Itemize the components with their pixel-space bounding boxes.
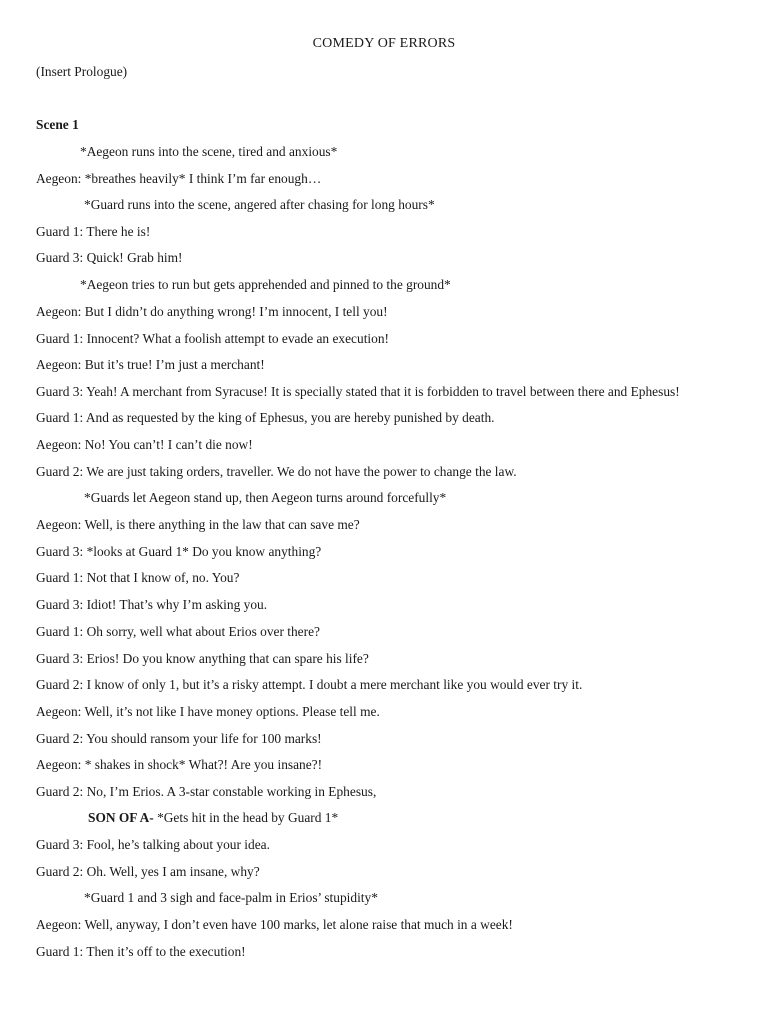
dialogue-line: Aegeon: But it’s true! I’m just a merchant! [36,357,265,372]
scene-heading: Scene 1 [36,117,79,132]
dialogue-line: Aegeon: Well, anyway, I don’t even have 100 marks, let alone raise that much in a week! [36,917,513,932]
dialogue-line: Aegeon: But I didn’t do anything wrong! I’m innocent, I tell you! [36,304,388,319]
dialogue-line: Guard 1: Not that I know of, no. You? [36,570,240,585]
dialogue-line: Guard 2: I know of only 1, but it’s a risky attempt. I doubt a mere merchant like you would ever try it. [36,677,583,692]
dialogue-line: Guard 1: Then it’s off to the execution! [36,944,246,959]
dialogue-line: Aegeon: *breathes heavily* I think I’m far enough… [36,171,322,186]
document-title: COMEDY OF ERRORS [312,36,456,51]
stage-direction: *Aegeon tries to run but gets apprehended and pinned to the ground* [80,277,451,292]
dialogue-line: Guard 2: You should ransom your life for 100 marks! [36,731,322,746]
dialogue-line: Guard 1: Innocent? What a foolish attempt to evade an execution! [36,331,389,346]
dialogue-line: Guard 1: And as requested by the king of Ephesus, you are hereby punished by death. [36,410,495,425]
dialogue-line: Guard 3: Idiot! That’s why I’m asking you. [36,597,268,612]
dialogue-line: Aegeon: No! You can’t! I can’t die now! [36,437,253,452]
dialogue-line: Guard 3: Fool, he’s talking about your idea. [36,837,270,852]
dialogue-line: Guard 2: No, I’m Erios. A 3-star constable working in Ephesus, [36,784,377,799]
stage-direction: *Guard 1 and 3 sigh and face-palm in Erios’ stupidity* [84,890,378,905]
son-of-a-direction: *Gets hit in the head by Guard 1* [153,810,339,825]
stage-direction: *Guard runs into the scene, angered after chasing for long hours* [84,197,435,212]
dialogue-line: Guard 3: *looks at Guard 1* Do you know anything? [36,544,322,559]
dialogue-line: Guard 1: Oh sorry, well what about Erios over there? [36,624,320,639]
dialogue-line: Guard 2: Oh. Well, yes I am insane, why? [36,864,260,879]
dialogue-line: Aegeon: Well, is there anything in the law that can save me? [36,517,360,532]
dialogue-line: Guard 3: Erios! Do you know anything that can spare his life? [36,651,369,666]
son-of-a-text: SON OF A- [88,810,154,825]
dialogue-line: Guard 2: We are just taking orders, traveller. We do not have the power to change the law. [36,464,517,479]
stage-direction: *Aegeon runs into the scene, tired and anxious* [80,144,338,159]
stage-direction: *Guards let Aegeon stand up, then Aegeon turns around forcefully* [84,490,447,505]
dialogue-line: Aegeon: Well, it’s not like I have money options. Please tell me. [36,704,380,719]
dialogue-line: Guard 3: Yeah! A merchant from Syracuse! It is specially stated that it is forbidden to travel between there and Ephesus! [36,384,680,399]
dialogue-line: Guard 3: Quick! Grab him! [36,250,183,265]
dialogue-line: Aegeon: * shakes in shock* What?! Are you insane?! [36,757,323,772]
dialogue-line: Guard 1: There he is! [36,224,151,239]
prologue-note: (Insert Prologue) [36,64,128,79]
interrupted-line [88,810,338,826]
